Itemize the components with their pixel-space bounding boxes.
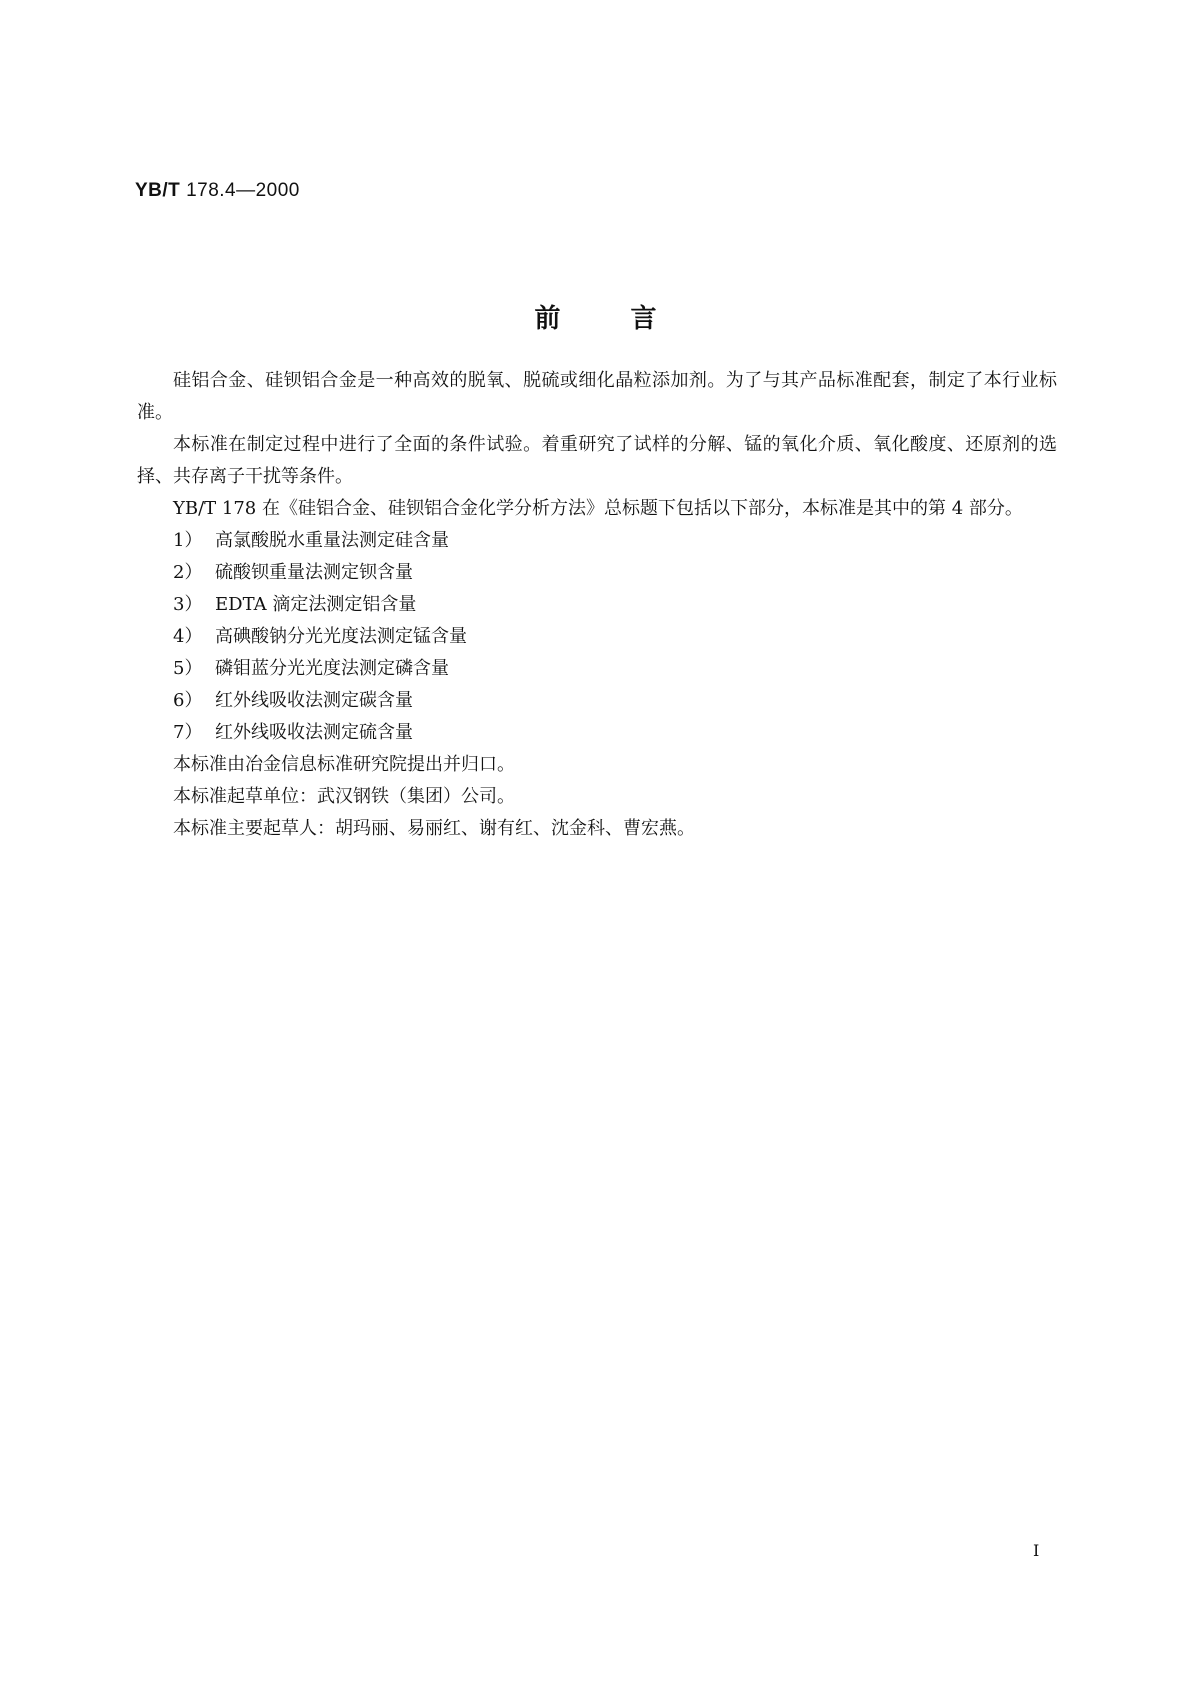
list-item-text: 硫酸钡重量法测定钡含量 [215,562,413,583]
standard-prefix: YB/T [135,180,181,201]
list-item [137,557,1057,589]
list-item-text: EDTA 滴定法测定铝含量 [215,594,417,615]
list-item [137,621,1057,653]
list-item-number: 4） [173,626,203,647]
paragraph-drafters: 本标准主要起草人：胡玛丽、易丽红、谢有红、沈金科、曹宏燕。 [173,818,695,839]
list-item-text: 红外线吸收法测定碳含量 [215,690,413,711]
foreword-body [137,365,1057,845]
paragraph-conditions: 本标准在制定过程中进行了全面的条件试验。着重研究了试样的分解、锰的氧化介质、氧化酸度、还原剂的选择、共存离子干扰等条件。 [137,434,1057,487]
list-item-text: 红外线吸收法测定硫含量 [215,722,413,743]
page-number: I [1033,1541,1040,1560]
standard-code [135,180,300,202]
list-item [137,653,1057,685]
list-item-number: 3） [173,594,203,615]
list-item [137,685,1057,717]
paragraph-intro: 硅铝合金、硅钡铝合金是一种高效的脱氧、脱硫或细化晶粒添加剂。为了与其产品标准配套，制定了本行业标准。 [137,370,1057,423]
standard-number: 178.4—2000 [186,180,300,201]
paragraph-proposer: 本标准由冶金信息标准研究院提出并归口。 [173,754,515,775]
list-item-number: 1） [173,530,203,551]
list-item-number: 2） [173,562,203,583]
list-item-number: 5） [173,658,203,679]
list-item [137,589,1057,621]
parts-list [137,525,1057,749]
list-item-number: 7） [173,722,203,743]
list-item-text: 高氯酸脱水重量法测定硅含量 [215,530,449,551]
paragraph-parts-intro: YB/T 178 在《硅铝合金、硅钡铝合金化学分析方法》总标题下包括以下部分，本标准是其中的第 4 部分。 [173,498,1023,519]
list-item-text: 磷钼蓝分光光度法测定磷含量 [215,658,449,679]
list-item-number: 6） [173,690,203,711]
page-title: 前言 [534,304,727,334]
paragraph-drafting-unit: 本标准起草单位：武汉钢铁（集团）公司。 [173,786,515,807]
list-item-text: 高碘酸钠分光光度法测定锰含量 [215,626,467,647]
list-item [137,525,1057,557]
list-item [137,717,1057,749]
